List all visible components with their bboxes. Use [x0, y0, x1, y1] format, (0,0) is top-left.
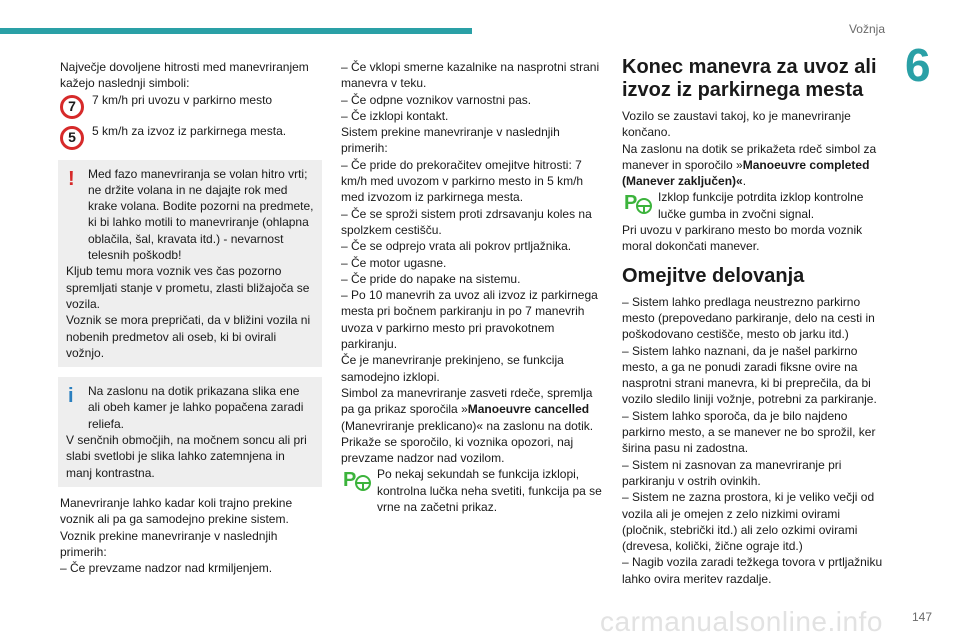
speed-symbol-5	[60, 123, 322, 150]
speed-intro: Največje dovoljene hitrosti med manevriranjem kažejo naslednji simboli:	[60, 60, 309, 91]
park-assist-off-text: Po nekaj sekundah se funkcija izklopi, kontrolna lučka neha svetiti, funkcija pa se vrne na začetni prikaz.	[377, 467, 602, 515]
list-item: – Če pride do napake na sistemu.	[341, 271, 521, 286]
park-assist-confirm-note	[622, 189, 884, 222]
park-assist-confirm-text: Izklop funkcije potrdita izklop kontrolne lučke gumba in zvočni signal.	[658, 190, 864, 221]
speed-symbol-7-text: 7 km/h pri uvozu v parkirno mesto	[92, 92, 273, 107]
driver-stop-intro: Voznik prekine manevriranje v naslednjih primerih:	[60, 528, 278, 559]
speed-symbol-5-text: 5 km/h za izvoz iz parkirnega mesta.	[92, 123, 287, 138]
alert-text: Prikaže se sporočilo, ki voznika opozori, naj prevzame nadzor nad vozilom.	[341, 434, 574, 466]
section-title: Vožnja	[848, 22, 885, 36]
park-assist-note	[341, 466, 605, 515]
park-assist-icon	[622, 189, 654, 217]
finish-maneuver-text: Pri uvozu v parkirano mesto bo morda voznik moral dokončati manever.	[622, 223, 863, 254]
header-accent-bar	[0, 28, 472, 34]
list-item: – Nagib vozila zaradi težkega tovora v prtljažniku lahko ovira meritev razdalje.	[622, 555, 883, 586]
page-number: 147	[911, 610, 932, 624]
cancelled-text: Simbol za manevriranje zasveti rdeče, spremlja pa ga prikaz sporočila »Manoeuvre cancelled (Manevriranje preklicano)« na zaslonu na dotik.	[341, 385, 594, 433]
list-item: – Če izklopi kontakt.	[341, 108, 449, 123]
warning-icon: !	[68, 167, 75, 190]
column-1	[60, 59, 322, 576]
list-item: – Če pride do prekoračitev omejitve hitrosti: 7 km/h med uvozom v parkirno mesto in 5 km/h med izvozom iz parkirnega mesta.	[341, 157, 584, 205]
interrupted-text: Če je manevriranje prekinjeno, se funkcija samodejno izklopi.	[341, 353, 564, 384]
list-item: – Sistem lahko predlaga neustrezno parkirno mesto (prepovedano parkiranje, delo na cesti in poškodovano cestišče, mesto ob jarku itd.)	[622, 294, 875, 342]
warning-box	[58, 160, 322, 368]
speed-symbol-7	[60, 92, 322, 119]
list-item: – Če se sproži sistem proti zdrsavanju koles na spolzkem cestišču.	[341, 206, 592, 237]
list-item: – Sistem ne zazna prostora, ki je veliko večji od vozila ali je omejen z zelo nizkimi ovirami (pločnik, stebrički itd.) ali zelo ozkimi ovirami (drevesa, količki, žične ograje itd.)	[622, 490, 875, 554]
driver-stop-item: – Če prevzame nadzor nad krmiljenjem.	[60, 561, 273, 576]
list-item: – Če se odprejo vrata ali pokrov prtljažnika.	[341, 239, 572, 254]
warning-text-2: Kljub temu mora voznik ves čas pozorno spremljati stanje v prometu, zlasti bližajoča se vozila.	[66, 264, 310, 311]
speed-limit-7-icon: 7	[60, 95, 84, 119]
chapter-number: 6	[905, 39, 931, 91]
heading-limitations: Omejitve delovanja	[622, 264, 805, 287]
list-item: – Sistem ni zasnovan za manevriranje pri parkiranju v ostrih ovinkih.	[622, 457, 842, 488]
heading-end-maneuver: Konec manevra za uvoz ali izvoz iz parkirnega mesta	[622, 56, 877, 101]
speed-limit-5-icon: 5	[60, 126, 84, 150]
interrupt-text: Manevriranje lahko kadar koli trajno prekine voznik ali pa ga samodejno prekine sistem.	[60, 495, 293, 527]
info-text-1: Na zaslonu na dotik prikazana slika ene ali obeh kamer je lahko popačena zaradi reliefa.	[88, 384, 304, 431]
info-text-2: V senčnih območjih, na močnem soncu ali pri slabi svetlobi je slika lahko zatemnjena in manj kontrastna.	[66, 433, 307, 480]
list-item: – Če odpne voznikov varnostni pas.	[341, 92, 532, 107]
completed-text: Na zaslonu na dotik se prikažeta rdeč simbol za manever in sporočilo »Manoeuvre completed (Manever zaključen)«.	[622, 141, 877, 189]
svg-text:P: P	[624, 192, 638, 215]
list-item: – Po 10 manevrih za uvoz ali izvoz iz parkirnega mesta pri bočnem parkiranju in po 7 manevrih uvoza v parkirno mesto pri pravokotnem parkiranju.	[341, 288, 598, 352]
info-box	[58, 377, 322, 487]
warning-text-3: Voznik se mora prepričati, da v bližini vozila ni nobenih predmetov ali oseb, ki bi ovirali vožnjo.	[66, 313, 311, 360]
system-stop-intro: Sistem prekine manevriranje v naslednjih primerih:	[341, 125, 560, 156]
info-icon: i	[68, 385, 74, 408]
list-item: – Če motor ugasne.	[341, 255, 447, 270]
park-assist-icon	[341, 466, 373, 494]
list-item: – Sistem lahko sporoča, da je bilo najdeno parkirno mesto, a se manever ne bo sprožil, ker širina pasu ni zadostna.	[622, 408, 876, 456]
warning-text-1: Med fazo manevriranja se volan hitro vrti; ne držite volana in ne dajajte rok med krake volana. Bodite pozorni na predmete, ki bi lahko motili to manevriranje (ohlapna oblačila, šal, kravata itd.) - nevarnost telesnih poškodb!	[88, 166, 314, 263]
list-item: – Sistem lahko naznani, da je našel parkirno mesto, a ga ne ponudi zaradi fiksne ovire na nasprotni strani manevra, ki bi preprečila, da bi vozilo sledilo liniji vožnje, potrebni za parkiranje.	[622, 343, 877, 407]
stop-text: Vozilo se zaustavi takoj, ko je manevriranje končano.	[622, 109, 851, 140]
column-2	[341, 59, 605, 515]
list-item: – Če vklopi smerne kazalnike na nasprotni strani manevra v teku.	[341, 60, 600, 91]
column-3	[622, 56, 884, 587]
watermark: carmanualsonline.info	[600, 606, 883, 637]
svg-text:P: P	[343, 469, 357, 492]
